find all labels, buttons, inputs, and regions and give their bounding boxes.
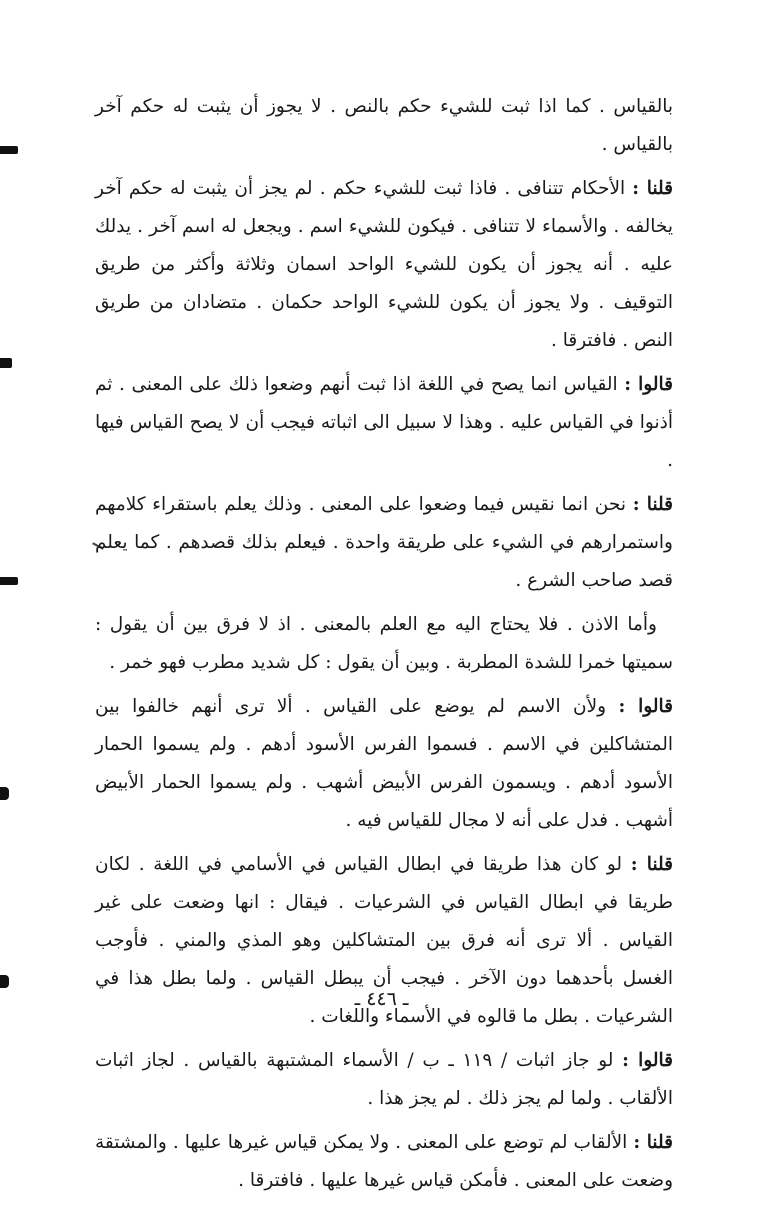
paragraph-text: وأما الاذن . فلا يحتاج اليه مع العلم بالمعنى . اذ لا فرق بين أن يقول : سميتها خمرا للشدة المطربة . وبين أن يقول : كل شديد مطرب فهو خمر . [95, 614, 673, 673]
paragraph [95, 606, 673, 682]
paragraph-text: ولأن الاسم لم يوضع على القياس . ألا ترى أنهم خالفوا بين المتشاكلين في الاسم . فسموا الفرس الأسود أدهم . ولم يسموا الحمار الأسود أدهم . ويسمون الفرس الأبيض أشهب . ولم يسموا الحمار الأبيض أشهب . فدل على أنه لا مجال للقياس فيه . [95, 696, 673, 831]
edge-mark [0, 146, 18, 154]
paragraph-text: القياس انما يصح في اللغة اذا ثبت أنهم وضعوا ذلك على المعنى . ثم أذنوا في القياس عليه . وهذا لا سبيل الى اثباته فيجب أن لا يصح القياس فيها . [95, 374, 673, 471]
paragraph-text: بالقياس . كما اذا ثبت للشيء حكم بالنص . لا يجوز أن يثبت له حكم آخر بالقياس . [95, 96, 673, 155]
speaker-label: قالوا : [624, 374, 673, 395]
paragraph-text: لو جاز اثبات / ١١٩ ـ ب / الأسماء المشتبهة بالقياس . لجاز اثبات الألقاب . ولما لم يجز ذلك . لم يجز هذا . [95, 1050, 673, 1109]
speaker-label: قلنا : [630, 854, 673, 875]
main-text [95, 88, 673, 1206]
paragraph-text: لو كان هذا طريقا في ابطال القياس في الأسامي في اللغة . لكان طريقا في ابطال القياس في الشرعيات . فيقال : انها وضعت على غير القياس . ألا ترى أنه فرق بين المتشاكلين وهو المذي والمني . فأوجب الغسل بأحدهما دون الآخر . فيجب أن يبطل القياس . ولما بطل هذا في الشرعيات . بطل ما قالوه في الأسماء واللغات . [95, 854, 673, 1027]
paragraph-text: الأحكام تتنافى . فاذا ثبت للشيء حكم . لم يجز أن يثبت له حكم آخر يخالفه . والأسماء لا تتنافى . فيكون للشيء اسم . ويجعل له اسم آخر . يدلك عليه . أنه يجوز أن يكون للشيء الواحد اسمان وثلاثة وأكثر من طريق التوقيف . ولا يجوز أن يكون للشيء الواحد حكمان . متضادان من طريق النص . فافترقا . [95, 178, 673, 351]
speaker-label: قالوا : [618, 696, 673, 717]
paragraph [95, 486, 673, 600]
paragraph [95, 366, 673, 480]
page-number: ـ ٤٤٦ ـ [354, 988, 409, 1010]
speaker-label: قلنا : [632, 178, 673, 199]
paragraph [95, 170, 673, 360]
paragraph [95, 1042, 673, 1118]
speaker-label: قلنا : [633, 1132, 673, 1153]
paragraph [95, 88, 673, 164]
speaker-label: قلنا : [632, 494, 673, 515]
speaker-label: قالوا : [622, 1050, 673, 1071]
edge-mark [0, 358, 12, 368]
paragraph-text: الألقاب لم توضع على المعنى . ولا يمكن قياس غيرها عليها . والمشتقة وضعت على المعنى . فأمكن قياس غيرها عليها . فافترقا . [95, 1132, 673, 1191]
paragraph [95, 1124, 673, 1200]
paragraph [95, 688, 673, 840]
edge-mark [0, 787, 9, 800]
edge-mark [0, 577, 18, 585]
edge-mark [0, 975, 9, 988]
paragraph-text: نحن انما نقيس فيما وضعوا على المعنى . وذلك يعلم باستقراء كلامهم واستمرارهم في الشيء على طريقة واحدة . فيعلم بذلك قصدهم . كما يعلم قصد صاحب الشرع . [95, 494, 673, 591]
